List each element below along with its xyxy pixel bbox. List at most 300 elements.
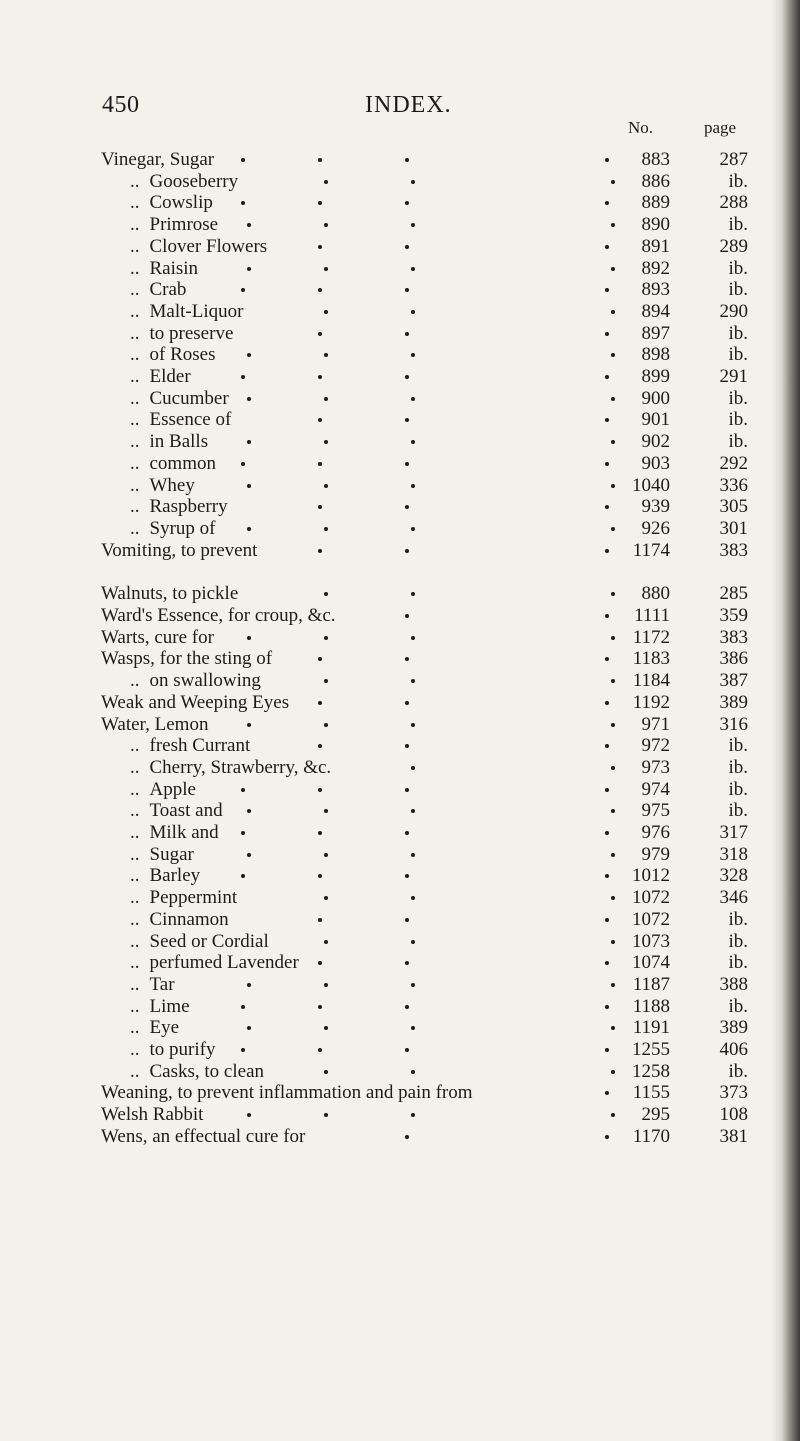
entry-text: Warts, cure for [101,626,214,648]
entry-page: ib. [728,800,748,822]
leader-dot [247,809,251,813]
leader-dots [0,213,640,237]
entry-number: 974 [641,778,670,800]
entry-page: 292 [719,452,748,474]
leader-dot [324,636,328,640]
entry-page: ib. [728,170,748,192]
ditto-mark: .. [130,930,140,952]
leader-dots [0,365,640,389]
leader-dot [405,614,409,618]
entry-number: 890 [641,214,670,236]
index-entry [0,1016,800,1040]
leader-dots [0,1060,640,1084]
entry-number: 1172 [632,626,670,648]
entry-page: ib. [728,431,748,453]
leader-dots [0,713,640,737]
entry-number: 889 [641,192,670,214]
entry-number: 900 [641,387,670,409]
leader-dots [0,408,640,432]
leader-dots [0,300,640,324]
leader-dot [405,1048,409,1052]
index-entry [0,474,800,498]
leader-dot [324,853,328,857]
leader-dot [405,549,409,553]
leader-dot [318,245,322,249]
ditto-mark: .. [130,387,140,409]
leader-dots [0,278,640,302]
leader-dot [318,961,322,965]
leader-dot [241,158,245,162]
ditto-mark: .. [130,952,140,974]
leader-dot [318,744,322,748]
leader-dot [318,549,322,553]
index-entry [0,626,800,650]
leader-dot [405,245,409,249]
entry-text: Weak and Weeping Eyes [101,691,290,713]
ditto-mark: .. [130,474,140,496]
entry-text: Toast and [149,800,223,822]
leader-dots [0,843,640,867]
leader-dot [318,1005,322,1009]
leader-dots [0,756,640,780]
leader-dots [0,626,640,650]
index-entry [0,821,800,845]
leader-dots [0,1081,640,1105]
entry-page: 381 [719,1125,748,1147]
leader-dot [411,180,415,184]
entry-number: 1072 [632,887,670,909]
leader-dot [324,353,328,357]
leader-dot [411,896,415,900]
page-number: 450 [102,92,140,118]
leader-dots [0,343,640,367]
leader-dot [241,831,245,835]
leader-dot [318,788,322,792]
leader-dots [0,495,640,519]
leader-dot [318,375,322,379]
ditto-mark: .. [130,778,140,800]
index-entry [0,604,800,628]
leader-dot [411,723,415,727]
leader-dot [247,440,251,444]
entry-text: Seed or Cordial [149,930,269,952]
entry-text: Clover Flowers [149,235,268,257]
entry-text: Barley [149,865,201,887]
entry-number: 1170 [632,1125,670,1147]
ditto-mark: .. [130,973,140,995]
index-entry [0,539,800,563]
leader-dot [405,1005,409,1009]
entry-number: 883 [641,149,670,170]
leader-dot [318,505,322,509]
leader-dots [0,604,640,628]
entry-text: Weaning, to prevent inflammation and pain from [101,1082,473,1104]
entry-number: 1258 [632,1060,670,1082]
leader-dots [0,691,640,715]
index-entry [0,1103,800,1127]
index-entry [0,213,800,237]
leader-dot [247,397,251,401]
entry-text: perfumed Lavender [149,952,299,974]
leader-dot [247,353,251,357]
entry-number: 1174 [632,539,670,561]
leader-dot [405,288,409,292]
leader-dots [0,387,640,411]
leader-dot [318,831,322,835]
ditto-mark: .. [130,431,140,453]
ditto-mark: .. [130,322,140,344]
leader-dot [405,657,409,661]
leader-dot [405,505,409,509]
leader-dot [411,766,415,770]
index-entry [0,908,800,932]
ditto-mark: .. [130,192,140,214]
entry-page: ib. [728,257,748,279]
entry-number: 1187 [632,973,670,995]
leader-dot [324,723,328,727]
leader-dot [411,484,415,488]
leader-dot [241,788,245,792]
entry-text: Water, Lemon [101,713,209,735]
leader-dot [318,874,322,878]
leader-dot [405,418,409,422]
index-entry [0,778,800,802]
ditto-mark: .. [130,279,140,301]
entry-page: ib. [728,908,748,930]
leader-dot [405,918,409,922]
entry-text: on swallowing [149,670,261,692]
entry-number: 891 [641,235,670,257]
leader-dot [405,375,409,379]
index-entry [0,734,800,758]
ditto-mark: .. [130,735,140,757]
leader-dot [241,201,245,205]
entry-number: 979 [641,843,670,865]
index-entry [0,343,800,367]
ditto-mark: .. [130,1060,140,1082]
entry-page: 406 [719,1039,748,1060]
entry-page: 108 [719,1104,748,1126]
leader-dot [241,1048,245,1052]
ditto-mark: .. [130,822,140,843]
leader-dot [411,940,415,944]
leader-dot [324,940,328,944]
ditto-mark: .. [130,344,140,366]
leader-dots [0,930,640,954]
ditto-mark: .. [130,214,140,236]
leader-dot [324,983,328,987]
entry-page: 328 [719,865,748,887]
ditto-mark: .. [130,170,140,192]
entry-page: 386 [719,648,748,670]
entry-number: 1255 [632,1039,670,1060]
leader-dots [0,582,640,606]
leader-dot [241,288,245,292]
entry-number: 1184 [632,670,670,692]
leader-dot [247,223,251,227]
index-entry [0,930,800,954]
leader-dot [324,223,328,227]
leader-dots [0,669,640,693]
leader-dot [324,679,328,683]
entry-text: Cinnamon [149,908,229,930]
leader-dot [411,397,415,401]
leader-dots [0,973,640,997]
leader-dot [324,180,328,184]
leader-dot [324,1070,328,1074]
leader-dot [405,332,409,336]
leader-dot [318,288,322,292]
entry-page: ib. [728,387,748,409]
leader-dots [0,170,640,194]
leader-dot [241,462,245,466]
leader-dot [324,592,328,596]
index-entry [0,170,800,194]
index-entry [0,713,800,737]
running-title: INDEX. [365,92,452,118]
leader-dot [411,267,415,271]
index-entry [0,864,800,888]
index-entry [0,1038,800,1062]
leader-dots [0,452,640,476]
ditto-mark: .. [130,257,140,279]
leader-dot [324,310,328,314]
entry-page: ib. [728,995,748,1017]
leader-dots [0,322,640,346]
entry-text: Milk and [149,822,219,843]
leader-dots [0,799,640,823]
entry-page: ib. [728,778,748,800]
ditto-mark: .. [130,1017,140,1039]
index-entry [0,756,800,780]
entry-number: 894 [641,300,670,322]
entry-number: 1012 [632,865,670,887]
entry-page: ib. [728,344,748,366]
leader-dot [405,701,409,705]
entry-number: 1192 [632,691,670,713]
ditto-mark: .. [130,409,140,431]
leader-dot [247,484,251,488]
entry-page: 289 [719,235,748,257]
leader-dot [411,679,415,683]
entry-text: Walnuts, to pickle [101,583,239,605]
leader-dot [247,1113,251,1117]
index-entry [0,408,800,432]
entry-number: 893 [641,279,670,301]
index-entry [0,278,800,302]
index-entry [0,322,800,346]
leader-dots [0,1103,640,1127]
leader-dots [0,1016,640,1040]
leader-dot [411,636,415,640]
leader-dot [247,1026,251,1030]
ditto-mark: .. [130,995,140,1017]
leader-dot [324,397,328,401]
index-entry [0,235,800,259]
entry-page: ib. [728,1060,748,1082]
index-entry [0,452,800,476]
entry-number: 880 [641,583,670,605]
index-entry [0,365,800,389]
entry-text: Essence of [149,409,232,431]
entry-page: ib. [728,756,748,778]
leader-dots [0,995,640,1019]
leader-dots [0,778,640,802]
entry-number: 1111 [634,605,670,626]
entry-page: 389 [719,691,748,713]
leader-dots [0,539,640,563]
entry-text: to purify [149,1039,216,1060]
entry-page: 388 [719,973,748,995]
leader-dot [241,1005,245,1009]
entry-number: 1072 [632,908,670,930]
entry-text: common [149,452,216,474]
leader-dot [405,874,409,878]
leader-dots [0,430,640,454]
entry-page: ib. [728,409,748,431]
entry-text: of Roses [149,344,216,366]
leader-dot [405,744,409,748]
leader-dot [411,853,415,857]
leader-dot [241,375,245,379]
leader-dot [405,201,409,205]
index-entry [0,1125,800,1149]
column-headings [0,118,800,138]
entry-text: Ward's Essence, for croup, &c. [101,605,336,626]
entry-page: 318 [719,843,748,865]
leader-dot [318,462,322,466]
ditto-mark: .. [130,366,140,387]
entry-number: 972 [641,735,670,757]
ditto-mark: .. [130,908,140,930]
index-entry [0,691,800,715]
leader-dot [411,983,415,987]
entry-page: 290 [719,300,748,322]
entry-text: Peppermint [149,887,238,909]
entry-text: Sugar [149,843,194,865]
leader-dots [0,647,640,671]
leader-dot [411,440,415,444]
leader-dot [411,353,415,357]
entry-page: 317 [719,822,748,843]
entry-number: 1074 [632,952,670,974]
leader-dot [247,853,251,857]
leader-dots [0,821,640,845]
leader-dots [0,191,640,215]
ditto-mark: .. [130,756,140,778]
leader-dot [405,462,409,466]
ditto-mark: .. [130,887,140,909]
index-entry [0,843,800,867]
index-entry [0,387,800,411]
leader-dots [0,235,640,259]
entry-text: Casks, to clean [149,1060,265,1082]
entry-page: 383 [719,626,748,648]
entry-text: Lime [149,995,190,1017]
entry-page: 387 [719,670,748,692]
entry-number: 1183 [632,648,670,670]
leader-dot [318,918,322,922]
leader-dots [0,864,640,888]
entry-text: fresh Currant [149,735,251,757]
leader-dots [0,886,640,910]
entry-number: 973 [641,756,670,778]
index-entry [0,495,800,519]
entry-page: ib. [728,279,748,301]
ditto-mark: .. [130,300,140,322]
entry-text: Syrup of [149,517,216,539]
leader-dots [0,474,640,498]
entry-number: 295 [641,1104,670,1126]
entry-number: 975 [641,800,670,822]
leader-dot [324,1113,328,1117]
leader-dots [0,1038,640,1062]
entry-text: to preserve [149,322,234,344]
entry-page: 316 [719,713,748,735]
ditto-mark: .. [130,865,140,887]
entry-page: 373 [719,1082,748,1104]
leader-dot [411,809,415,813]
entry-page: ib. [728,322,748,344]
index-entry [0,799,800,823]
entry-text: Welsh Rabbit [101,1104,204,1126]
entry-number: 886 [641,170,670,192]
ditto-mark: .. [130,517,140,539]
index-entry [0,191,800,215]
entry-text: Cucumber [149,387,229,409]
entry-text: Raisin [149,257,199,279]
leader-dot [318,418,322,422]
column-heading-no: No. [628,118,654,137]
entry-page: ib. [728,735,748,757]
entry-number: 897 [641,322,670,344]
index-entry [0,1060,800,1084]
entry-text: Vomiting, to prevent [101,539,258,561]
leader-dot [324,527,328,531]
leader-dots [0,148,640,172]
leader-dot [411,1070,415,1074]
entry-text: Cowslip [149,192,213,214]
leader-dot [405,831,409,835]
index-entry [0,1081,800,1105]
leader-dot [405,158,409,162]
index-entry [0,300,800,324]
entry-number: 903 [641,452,670,474]
entry-number: 898 [641,344,670,366]
index-entry [0,517,800,541]
entry-text: Wasps, for the sting of [101,648,273,670]
leader-dot [405,788,409,792]
leader-dot [411,223,415,227]
entry-number: 902 [641,431,670,453]
leader-dot [324,1026,328,1030]
entry-page: 359 [719,605,748,626]
leader-dot [411,1113,415,1117]
leader-dot [324,896,328,900]
entry-number: 1040 [632,474,670,496]
entry-number: 1191 [632,1017,670,1039]
ditto-mark: .. [130,800,140,822]
leader-dot [411,1026,415,1030]
entry-text: Apple [149,778,196,800]
entry-text: in Balls [149,431,209,453]
leader-dot [324,440,328,444]
entry-text: Elder [149,366,191,387]
entry-text: Tar [149,973,175,995]
index-entry [0,886,800,910]
leader-dot [405,961,409,965]
leader-dot [405,1135,409,1139]
